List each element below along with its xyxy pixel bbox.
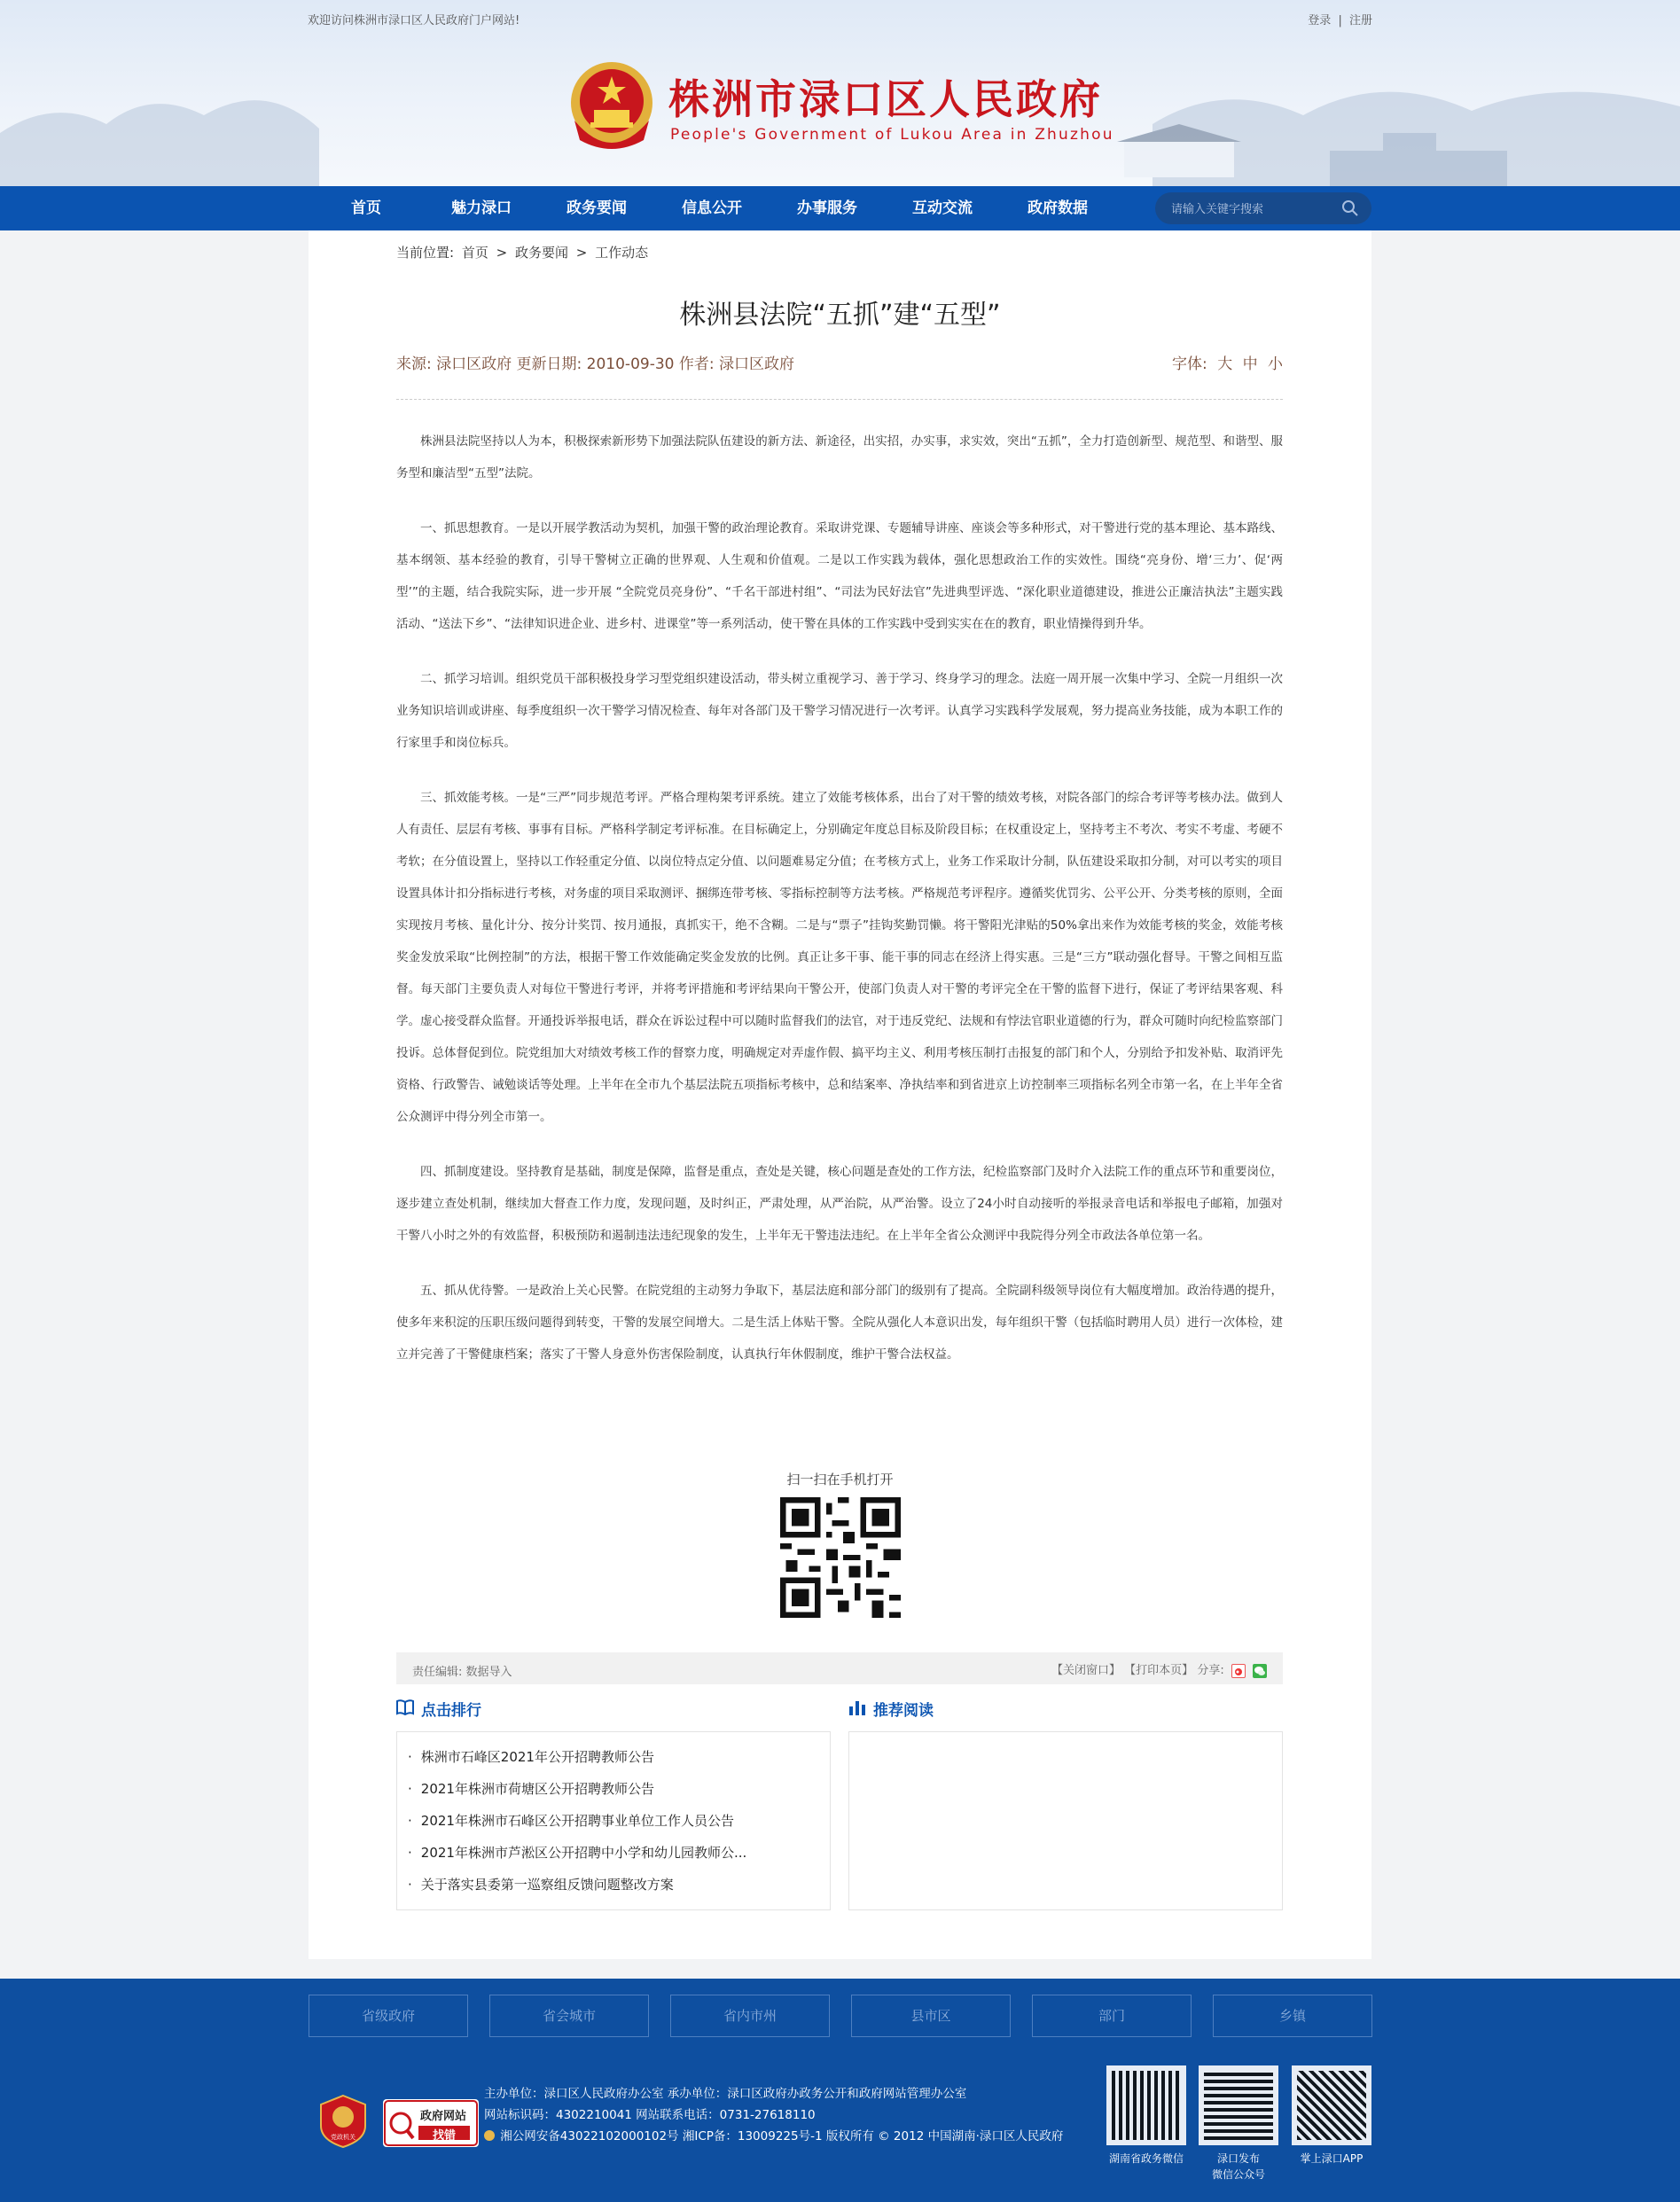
print-page-link[interactable]: 【打印本页】	[1124, 1664, 1194, 1677]
weibo-share-icon[interactable]	[1231, 1664, 1246, 1678]
ranking-title-text: 点击排行	[421, 1702, 481, 1720]
top-bar	[308, 11, 1372, 27]
bar-chart-icon	[848, 1699, 866, 1715]
ranking-list	[396, 1731, 831, 1910]
nav-item-services[interactable]: 办事服务	[797, 199, 857, 217]
qr-label: 扫一扫在手机打开	[786, 1472, 894, 1488]
book-icon	[396, 1699, 414, 1715]
qr-caption: 渌口发布 微信公众号	[1211, 2152, 1265, 2181]
list-item[interactable]: · 2021年株洲市芦淞区公开招聘中小学和幼儿园教师公...	[408, 1837, 830, 1869]
article-actions	[1051, 1660, 1267, 1678]
breadcrumb-sep: >	[575, 245, 588, 261]
qr-caption: 掌上渌口APP	[1300, 2152, 1364, 2165]
list-item[interactable]: · 2021年株洲市石峰区公开招聘事业单位工作人员公告	[408, 1805, 830, 1837]
error-report-bottom: 找错	[433, 2129, 457, 2143]
article-paragraph: 三、抓效能考核。一是“三严”同步规范考评。严格合理构架考评系统。建立了效能考核体系，出台了对干警的绩效考核，对院各部门的综合考评等考核办法。做到人人有责任、层层有考核、事事有目标。严格科学制定考评标准。在目标确定上，分别确定年度总目标及阶段目标；在权重设定上，坚持考主不考次、考实不考虚、考硬不考软；在分值设置上，坚持以工作轻重定分值、以岗位特点定分值、以问题难易定分值；在考核方式上，业务工作采取计分制，队伍建设采取扣分制，对可以考实的项目设置具体计扣分指标进行考核，对务虚的项目采取测评、捆绑连带考核、零指标控制等方法考核。严格规范考评程序。遵循奖优罚劣、公平公开、分类考核的原则，全面实现按月考核、量化计分、按分计奖罚、按月通报，真抓实干，绝不含糊。二是与“票子”挂钩奖勤罚懒。将干警阳光津贴的50%拿出来作为效能考核的奖金，效能考核奖金发放采取“比例控制”的方法，根据干警工作效能确定奖金发放的比例。真正让多干事、能干事的同志在经济上得实惠。三是“三方”联动强化督导。干警之间相互监督。每天部门主要负责人对每位干警进行考评，并将考评措施和考评结果向干警公开，使部门负责人对干警的考评完全在干警的监督下进行，保证了考评结果客观、科学。虚心接受群众监督。开通投诉举报电话，群众在诉讼过程中可以随时监督我们的法官，对于违反党纪、法规和有悖法官职业道德的行为，群众可随时向纪检监察部门投诉。总体督促到位。院党组加大对绩效考核工作的督察力度，明确规定对弄虚作假、搞平均主义、利用考核压制打击报复的部门和个人，分别给予扣发补贴、取消评先资格、行政警告、诫勉谈话等处理。上半年在全市九个基层法院五项指标考核中，总和结案率、净执结率和到省进京上访控制率三项指标名列全市第一名，在上半年全省公众测评中得分列全市第一。	[396, 791, 1283, 1124]
footer-link-province[interactable]: 省级政府	[309, 1995, 468, 2037]
footer-host: 主办单位：渌口区人民政府办公室 承办单位：渌口区政府办政务公开和政府网站管理办公室	[484, 2087, 967, 2101]
breadcrumb-current[interactable]: 工作动态	[595, 245, 649, 261]
error-report-top: 政府网站	[420, 2110, 467, 2123]
article-paragraph: 四、抓制度建设。坚持教育是基础，制度是保障，监督是重点，查处是关键，核心问题是查处的工作方法，纪检监察部门及时介入法院工作的重点环节和重要岗位，逐步建立查处机制，继续加大督查工作力度，发现问题，及时纠正，严肃处理，从严治院，从严治警。设立了24小时自动接听的举报录音电话和举报电子邮箱，加强对干警八小时之外的有效监督，积极预防和遏制违法违纪现象的发生，上半年无干警违法违纪。在上半年全省公众测评中我院得分列全市政法各单位第一名。	[396, 1165, 1283, 1243]
editor-info: 责任编辑: 数据导入	[412, 1666, 512, 1679]
article-toolbar	[396, 1652, 1283, 1684]
article-paragraph: 二、抓学习培训。组织党员干部积极投身学习型党组织建设活动，带头树立重视学习、善于学习、终身学习的理念。法庭一周开展一次集中学习、全院一月组织一次业务知识培训或讲座、每季度组织一次干警学习情况检查、每年对各部门及干警学习情况进行一次考评。认真学习实践科学发展观，努力提高业务技能，成为本职工作的行家里手和岗位标兵。	[396, 672, 1283, 750]
recommend-title-text: 推荐阅读	[873, 1702, 934, 1720]
qr-code-icon	[780, 1497, 901, 1618]
qr-code-icon	[1292, 2065, 1371, 2145]
site-footer	[0, 1979, 1680, 2202]
qr-caption: 湖南省政务微信	[1108, 2152, 1184, 2165]
register-link[interactable]: 注册	[1348, 14, 1372, 27]
footer-info	[484, 2083, 1063, 2147]
wechat-share-icon[interactable]	[1253, 1664, 1267, 1678]
login-link[interactable]: 登录	[1308, 14, 1332, 27]
footer-icp-text: 湘公网安备43022102000102号 湘ICP备：13009225号-1 版权所有 © 2012 中国湖南·渌口区人民政府	[500, 2129, 1064, 2143]
site-title: 株洲市渌口区人民政府	[668, 75, 1103, 123]
main-content	[309, 230, 1371, 1959]
list-item[interactable]: · 株洲市石峰区2021年公开招聘教师公告	[408, 1741, 830, 1773]
national-emblem-icon	[566, 59, 658, 154]
error-report-button[interactable]	[383, 2099, 479, 2147]
recommend-list	[848, 1731, 1283, 1910]
welcome-text: 欢迎访问株洲市渌口区人民政府门户网站!	[308, 14, 520, 27]
list-item[interactable]: · 关于落实县委第一巡察组反馈问题整改方案	[408, 1869, 830, 1901]
nav-item-interaction[interactable]: 互动交流	[912, 199, 973, 217]
main-nav	[0, 186, 1680, 230]
breadcrumb-home[interactable]: 首页	[461, 245, 488, 261]
site-header	[0, 0, 1680, 186]
share-label: 分享:	[1197, 1664, 1224, 1677]
font-size-switcher	[1172, 351, 1283, 373]
font-size-small[interactable]: 小	[1268, 355, 1283, 373]
article-body	[396, 426, 1283, 1394]
footer-icp	[484, 2126, 1063, 2147]
ranking-title	[396, 1698, 831, 1721]
mobile-qr-block	[309, 1470, 1371, 1621]
footer-qr-app	[1292, 2065, 1371, 2167]
article-meta: 来源: 渌口区政府 更新日期: 2010-09-30 作者: 渌口区政府	[396, 355, 794, 373]
qr-code-icon	[1199, 2065, 1278, 2145]
search-icon[interactable]	[1341, 199, 1359, 217]
auth-links	[1308, 11, 1372, 27]
nav-item-news[interactable]: 政务要闻	[567, 199, 627, 217]
footer-link-departments[interactable]: 部门	[1032, 1995, 1192, 2037]
recommend-panel	[848, 1698, 1283, 1910]
site-subtitle: People's Government of Lukou Area in Zhuzhou	[670, 126, 1114, 144]
list-item[interactable]: · 2021年株洲市荷塘区公开招聘教师公告	[408, 1773, 830, 1805]
footer-link-cities[interactable]: 省内市州	[670, 1995, 830, 2037]
footer-link-towns[interactable]: 乡镇	[1213, 1995, 1372, 2037]
recommend-title	[848, 1698, 1283, 1721]
font-size-medium[interactable]: 中	[1242, 355, 1258, 373]
footer-link-capital[interactable]: 省会城市	[489, 1995, 649, 2037]
breadcrumb-news[interactable]: 政务要闻	[515, 245, 569, 261]
search-box	[1155, 192, 1371, 224]
nav-item-charm[interactable]: 魅力渌口	[451, 199, 512, 217]
ranking-panel	[396, 1698, 831, 1910]
nav-item-home[interactable]: 首页	[351, 199, 381, 217]
badge-text: 党政机关	[331, 2134, 356, 2141]
article-title: 株洲县法院“五抓”建“五型”	[679, 300, 1001, 331]
auth-separator: |	[1338, 14, 1342, 27]
nav-item-data[interactable]: 政府数据	[1028, 199, 1088, 217]
site-logo[interactable]	[566, 55, 1133, 157]
qr-code-icon	[1106, 2065, 1186, 2145]
police-badge-icon	[484, 2130, 495, 2141]
article-paragraph: 五、抓从优待警。一是政治上关心民警。在院党组的主动努力争取下，基层法庭和部分部门的级别有了提高。全院副科级领导岗位有大幅度增加。政治待遇的提升，使多年来积淀的压职压级问题得到转变，干警的发展空间增大。二是生活上体贴干警。全院从强化人本意识出发，每年组织干警（包括临时聘用人员）进行一次体检，建立并完善了干警健康档案；落实了干警人身意外伤害保险制度，认真执行年休假制度，维护干警合法权益。	[396, 1284, 1283, 1362]
font-size-label: 字体:	[1172, 355, 1207, 373]
footer-qr-wechat	[1106, 2065, 1186, 2167]
footer-site-id: 网站标识码：4302210041 网站联系电话：0731-27618110	[484, 2108, 816, 2122]
nav-item-info[interactable]: 信息公开	[682, 199, 742, 217]
footer-qr-release	[1199, 2065, 1278, 2182]
footer-links	[309, 1995, 1371, 2037]
breadcrumb-prefix: 当前位置:	[396, 245, 455, 261]
font-size-large[interactable]: 大	[1217, 355, 1233, 373]
party-government-badge-icon[interactable]	[319, 2094, 367, 2149]
close-window-link[interactable]: 【关闭窗口】	[1051, 1664, 1121, 1677]
search-input[interactable]	[1171, 199, 1331, 217]
article-paragraph: 一、抓思想教育。一是以开展学教活动为契机，加强干警的政治理论教育。采取讲党课、专题辅导讲座、座谈会等多种形式，对干警进行党的基本理论、基本路线、基本纲领、基本经验的教育，引导干警树立正确的世界观、人生观和价值观。二是以工作实践为载体，强化思想政治工作的实效性。围绕“亮身份、增‘三力’、促‘两型’”的主题，结合我院实际，进一步开展 “全院党员亮身份”、“千名干部进村组”、“司法为民好法官”先进典型评选、“深化职业道德建设，推进公正廉洁执法”主题实践活动、“送法下乡”、“法律知识进企业、进乡村、进课堂”等一系列活动，使干警在具体的工作实践中受到实实在在的教育，职业情操得到升华。	[396, 521, 1283, 631]
article-paragraph: 株洲县法院坚持以人为本，积极探索新形势下加强法院队伍建设的新方法、新途径，出实招，办实事，求实效，突出“五抓”，全力打造创新型、规范型、和谐型、服务型和廉洁型“五型”法院。	[396, 434, 1283, 480]
footer-link-counties[interactable]: 县市区	[851, 1995, 1011, 2037]
divider	[396, 399, 1283, 400]
breadcrumb	[396, 243, 652, 262]
breadcrumb-sep: >	[496, 245, 508, 261]
